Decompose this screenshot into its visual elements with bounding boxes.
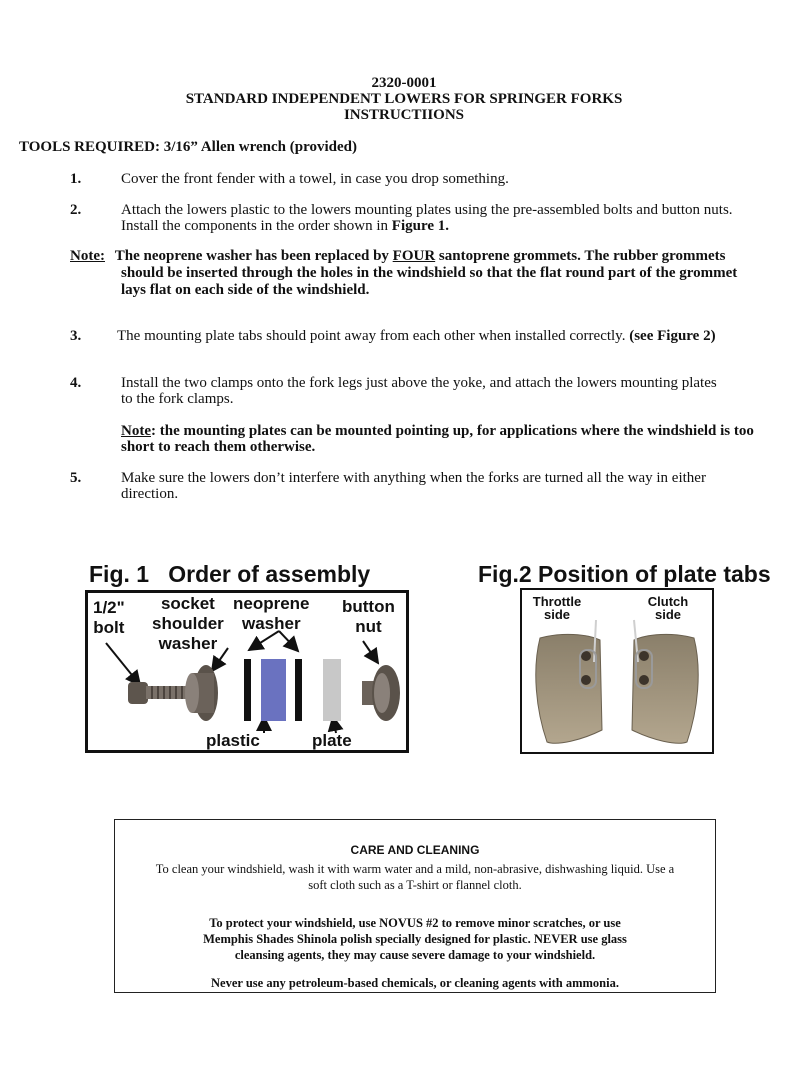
shoulder-washer-label [152,594,224,654]
clutch-label: Clutch [647,594,689,609]
page-title: STANDARD INDEPENDENT LOWERS FOR SPRINGER FORKS [185,91,623,107]
figure-1-ref: Figure 1. [391,218,450,234]
nut-label: nut [355,617,382,636]
neoprene-washer-label [233,594,310,634]
note-1-line1 [70,248,725,265]
care-title: CARE AND CLEANING [350,843,480,857]
figure-1-box [85,590,409,753]
figure-2-box [520,588,714,754]
bolt-label [93,598,125,638]
step-2-line2-text: Install the components in the order shown in [121,218,392,234]
bolt-shape [128,682,188,704]
note-2-text: : the mounting plates can be mounted pointing up, for applications where the windshield is too [151,423,754,439]
care-p2-line1: To protect your windshield, use NOVUS #2 to remove minor scratches, or use [209,916,621,930]
shoulder-washer-shape [185,665,218,721]
button-nut-shape [362,665,400,721]
care-p3: Never use any petroleum-based chemicals, or cleaning agents with ammonia. [211,976,619,990]
note-2-line2: short to reach them otherwise. [121,439,316,455]
step-5-number: 5. [70,470,82,486]
care-and-cleaning-box [114,819,716,993]
washer-label: washer [158,634,218,653]
step-1-text: Cover the front fender with a towel, in case you drop something. [121,171,509,187]
plastic-panel [261,659,286,721]
step-2-line1: Attach the lowers plastic to the lowers mounting plates using the pre-assembled bolts and button nuts. [121,202,733,218]
neoprene-washer-word: washer [241,614,301,633]
step-3-text: The mounting plate tabs should point away from each other when installed correctly. [117,328,630,344]
neoprene-label: neoprene [233,594,310,613]
page-subtitle: INSTRUCTIIONS [343,107,465,123]
care-paragraph-1 [114,861,716,893]
step-5-line2: direction. [121,486,179,502]
neoprene-arrow-right [279,631,298,651]
step-4-line1: Install the two clamps onto the fork legs just above the yoke, and attach the lowers mounting plates [121,375,717,391]
button-nut-label [342,597,395,637]
button-label: button [342,597,395,616]
care-p1-line1: To clean your windshield, wash it with warm water and a mild, non-abrasive, dishwashing liquid. Use a [155,862,675,876]
socket-label: socket [160,594,215,613]
step-2-number: 2. [70,202,82,218]
note-1-emphasis: FOUR [392,248,436,264]
part-number: 2320-0001 [371,75,437,91]
step-3-line [117,328,716,345]
note-1-line2: should be inserted through the holes in the windshield so that the flat round part of the grommet [121,265,738,281]
plastic-label: plastic [206,731,260,750]
throttle-side-label [528,595,586,621]
figure-2-title: Fig.2 Position of plate tabs [478,561,771,587]
note-1-label: Note: [70,248,105,264]
throttle-label: Throttle [532,594,582,609]
care-p2-line2: Memphis Shades Shinola polish specially designed for plastic. NEVER use glass [203,932,627,946]
bolt-label-size: 1/2" [93,598,125,617]
step-2-line2 [121,218,449,235]
plate-label: plate [312,731,352,750]
clutch-side-label [640,595,696,621]
neoprene-washer-right [295,659,302,721]
step-3-number: 3. [70,328,82,344]
figure-1-title: Fig. 1 Order of assembly [89,561,371,587]
note-2-line1 [121,423,754,440]
step-4-number: 4. [70,375,82,391]
note-2-label: Note [121,423,151,439]
clutch-side-word: side [654,607,681,622]
mounting-plate [323,659,341,721]
neoprene-washer-left [244,659,251,721]
step-1-number: 1. [70,171,82,187]
bolt-label-name: bolt [93,618,125,637]
step-5-line1: Make sure the lowers don’t interfere with anything when the forks are turned all the way in either [121,470,706,486]
care-paragraph-2 [115,915,715,963]
note-1-pre: The neoprene washer has been replaced by [114,248,393,264]
step-4-line2: to the fork clamps. [121,391,234,407]
throttle-side-word: side [543,607,570,622]
note-1-line3: lays flat on each side of the windshield. [121,282,370,298]
tools-required: TOOLS REQUIRED: 3/16” Allen wrench (provided) [19,139,357,155]
figure-2-ref: (see Figure 2) [629,328,716,344]
care-p1-line2: soft cloth such as a T-shirt or flannel cloth. [308,878,522,892]
shoulder-label: shoulder [152,614,224,633]
bolt-arrow [106,643,140,685]
care-p2-line3: cleansing agents, they may cause severe damage to your windshield. [234,948,596,962]
nut-arrow [363,641,378,663]
note-1-post: santoprene grommets. The rubber grommets [435,248,726,264]
